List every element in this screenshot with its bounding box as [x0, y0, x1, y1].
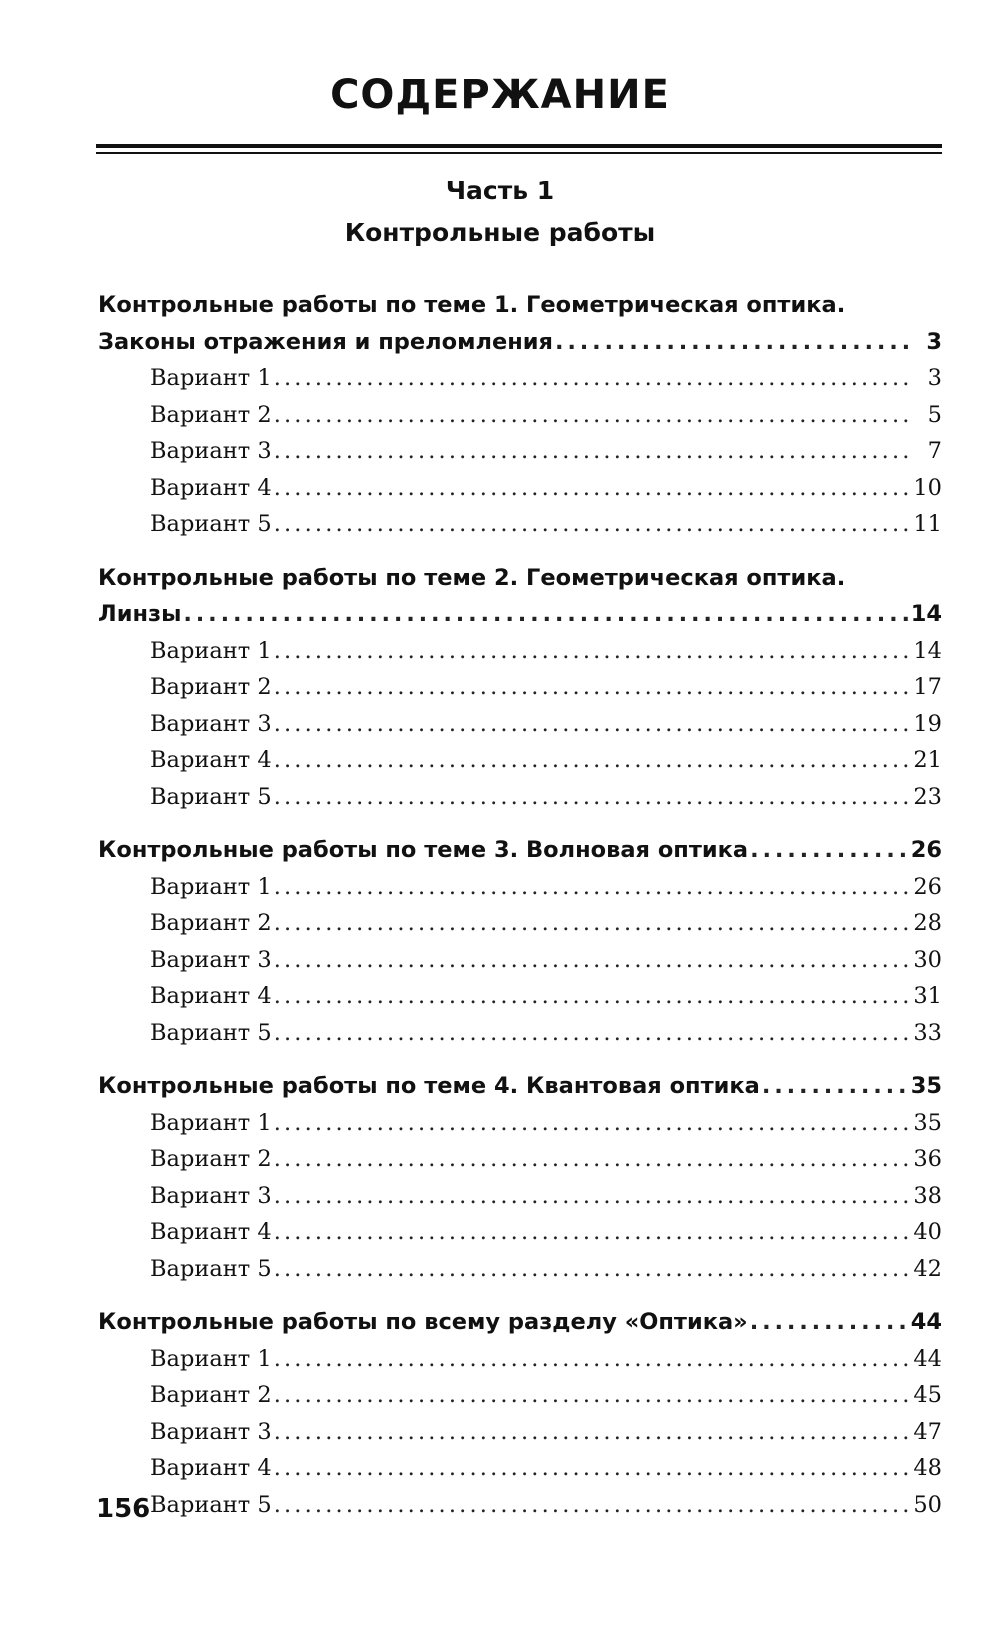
- page-title: СОДЕРЖАНИЕ: [330, 72, 670, 118]
- dot-leader: [274, 742, 910, 779]
- dot-leader: [274, 779, 910, 816]
- section-page-number: 26: [910, 837, 942, 863]
- variant-page-number: 31: [913, 983, 942, 1009]
- dot-leader: [274, 1450, 910, 1487]
- variant-entry: [98, 506, 942, 543]
- variant-label: Вариант 1: [150, 1109, 272, 1136]
- variant-page-number: 5: [927, 401, 942, 428]
- variant-entry: [98, 1141, 942, 1178]
- variant-entry: [98, 1178, 942, 1215]
- section-page-number: 44: [910, 1309, 942, 1335]
- variant-label: Вариант 3: [150, 1418, 272, 1445]
- variant-page-number: 7: [927, 438, 942, 464]
- dot-leader: [274, 1141, 910, 1178]
- dot-leader: [274, 1377, 910, 1414]
- title-rule-thin: [96, 152, 942, 154]
- variant-entry: [98, 869, 942, 906]
- variant-entry: [98, 1251, 942, 1288]
- variant-entry: [98, 433, 942, 470]
- dot-leader: [274, 978, 910, 1015]
- variant-entry: [98, 669, 942, 706]
- toc-section: [98, 1068, 942, 1287]
- variant-page-number: 48: [913, 1455, 942, 1481]
- part-label: Часть 1: [445, 176, 555, 205]
- variant-label: Вариант 4: [150, 1219, 272, 1245]
- variant-page-number: 23: [913, 783, 942, 810]
- dot-leader: [750, 1304, 909, 1341]
- variant-entry: [98, 1450, 942, 1487]
- variant-entry: [98, 360, 942, 397]
- variant-entry: [98, 706, 942, 743]
- variant-label: Вариант 1: [150, 873, 272, 900]
- dot-leader: [274, 706, 910, 743]
- variant-entry: [98, 1214, 942, 1251]
- dot-leader: [274, 360, 910, 397]
- table-of-contents: [98, 287, 942, 1540]
- section-heading-entry: [98, 324, 942, 361]
- variant-label: Вариант 3: [150, 946, 272, 973]
- variant-entry: [98, 1487, 942, 1524]
- variant-label: Вариант 2: [150, 1146, 272, 1172]
- variant-page-number: 11: [913, 511, 942, 537]
- variant-label: Вариант 2: [150, 674, 272, 700]
- variant-label: Вариант 2: [150, 1382, 272, 1408]
- dot-leader: [274, 669, 910, 706]
- section-heading-entry: [98, 832, 942, 869]
- title-rule-thick: [96, 144, 942, 148]
- variant-label: Вариант 4: [150, 1455, 272, 1481]
- dot-leader: [274, 942, 910, 979]
- section-page-number: 14: [910, 601, 942, 627]
- variant-page-number: 47: [913, 1418, 942, 1445]
- dot-leader: [274, 633, 910, 670]
- variant-label: Вариант 5: [150, 511, 272, 537]
- variant-entry: [98, 1341, 942, 1378]
- dot-leader: [274, 1487, 910, 1524]
- dot-leader: [274, 1251, 910, 1288]
- dot-leader: [555, 324, 910, 361]
- variant-label: Вариант 4: [150, 747, 272, 773]
- dot-leader: [274, 1015, 910, 1052]
- variant-label: Вариант 2: [150, 401, 272, 428]
- dot-leader: [274, 470, 910, 507]
- section-heading-text: Контрольные работы по теме 1. Геометрическая оптика.: [98, 292, 846, 318]
- variant-page-number: 38: [913, 1182, 942, 1209]
- variant-page-number: 44: [913, 1345, 942, 1372]
- variant-entry: [98, 633, 942, 670]
- dot-leader: [274, 433, 910, 470]
- toc-section: [98, 832, 942, 1051]
- section-heading-text: Линзы: [98, 601, 182, 627]
- variant-entry: [98, 1377, 942, 1414]
- variant-page-number: 19: [913, 710, 942, 737]
- variant-page-number: 17: [913, 674, 942, 700]
- dot-leader: [274, 506, 910, 543]
- dot-leader: [750, 832, 909, 869]
- variant-page-number: 35: [913, 1109, 942, 1136]
- dot-leader: [274, 1214, 910, 1251]
- variant-label: Вариант 4: [150, 474, 272, 501]
- variant-label: Вариант 1: [150, 365, 272, 391]
- dot-leader: [274, 869, 910, 906]
- variant-entry: [98, 1105, 942, 1142]
- page-number: 156: [96, 1494, 151, 1524]
- variant-entry: [98, 397, 942, 434]
- variant-label: Вариант 3: [150, 710, 272, 737]
- variant-page-number: 40: [913, 1219, 942, 1245]
- variant-label: Вариант 3: [150, 438, 272, 464]
- dot-leader: [274, 397, 910, 434]
- variant-page-number: 21: [913, 747, 942, 773]
- variant-entry: [98, 470, 942, 507]
- variant-page-number: 26: [913, 873, 942, 900]
- variant-entry: [98, 978, 942, 1015]
- section-heading-line: [98, 560, 942, 597]
- dot-leader: [183, 596, 908, 633]
- section-page-number: 35: [910, 1073, 942, 1099]
- dot-leader: [274, 905, 910, 942]
- variant-page-number: 10: [913, 474, 942, 501]
- variant-entry: [98, 942, 942, 979]
- variant-label: Вариант 2: [150, 910, 272, 936]
- variant-label: Вариант 5: [150, 783, 272, 810]
- toc-section: [98, 560, 942, 816]
- dot-leader: [274, 1341, 910, 1378]
- variant-page-number: 42: [913, 1255, 942, 1282]
- section-heading-text: Контрольные работы по теме 2. Геометрическая оптика.: [98, 564, 846, 591]
- dot-leader: [274, 1105, 910, 1142]
- variant-page-number: 50: [913, 1491, 942, 1518]
- dot-leader: [274, 1178, 910, 1215]
- variant-entry: [98, 1015, 942, 1052]
- variant-page-number: 3: [927, 365, 942, 391]
- variant-label: Вариант 4: [150, 983, 272, 1009]
- section-page-number: 3: [926, 328, 942, 355]
- variant-entry: [98, 742, 942, 779]
- variant-entry: [98, 779, 942, 816]
- variant-page-number: 45: [913, 1382, 942, 1408]
- section-heading-text: Законы отражения и преломления: [98, 328, 553, 355]
- section-heading-entry: [98, 596, 942, 633]
- variant-page-number: 30: [913, 946, 942, 973]
- variant-entry: [98, 905, 942, 942]
- variant-label: Вариант 1: [150, 1345, 272, 1372]
- variant-page-number: 33: [913, 1019, 942, 1046]
- variant-page-number: 36: [913, 1146, 942, 1172]
- section-heading-text: Контрольные работы по всему разделу «Оптика»: [98, 1309, 748, 1335]
- variant-label: Вариант 5: [150, 1019, 272, 1046]
- variant-label: Вариант 5: [150, 1491, 272, 1518]
- section-heading-entry: [98, 1068, 942, 1105]
- variant-label: Вариант 3: [150, 1182, 272, 1209]
- toc-section: [98, 287, 942, 543]
- section-heading-line: [98, 287, 942, 324]
- variant-label: Вариант 1: [150, 637, 272, 664]
- dot-leader: [762, 1068, 909, 1105]
- dot-leader: [274, 1414, 910, 1451]
- variant-entry: [98, 1414, 942, 1451]
- section-heading-text: Контрольные работы по теме 4. Квантовая оптика: [98, 1073, 760, 1099]
- variant-page-number: 28: [913, 910, 942, 936]
- variant-label: Вариант 5: [150, 1255, 272, 1282]
- section-heading-text: Контрольные работы по теме 3. Волновая оптика: [98, 837, 749, 863]
- variant-page-number: 14: [913, 637, 942, 664]
- section-heading-entry: [98, 1304, 942, 1341]
- toc-section: [98, 1304, 942, 1523]
- part-subtitle: Контрольные работы: [344, 218, 656, 247]
